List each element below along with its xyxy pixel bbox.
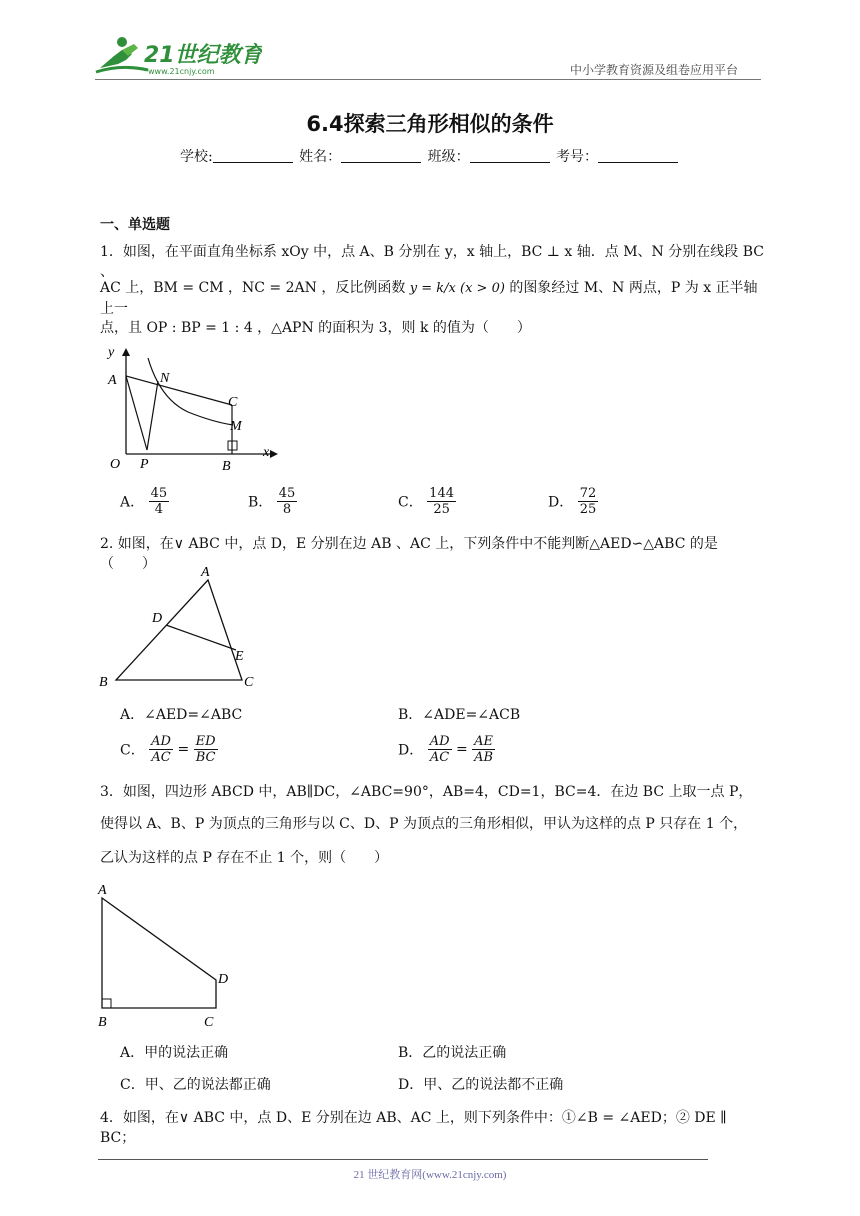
q2-option-b[interactable]: B．∠ADE=∠ACB (398, 707, 521, 723)
q1-function: y = k/x (x > 0) (409, 281, 505, 296)
fig1-C: C (228, 395, 238, 410)
footer-text[interactable]: 21 世纪教育网(www.21cnjy.com) (353, 1169, 507, 1181)
logo (92, 34, 262, 78)
q3-line1: 3．如图，四边形 ABCD 中，AB∥DC，∠ABC=90°，AB=4，CD=1，BC=4．在边 BC 上取一点 P， (100, 784, 753, 800)
header-divider (95, 79, 761, 80)
logo-url: www.21cnjy.com (148, 67, 215, 76)
exam-no-blank[interactable] (598, 148, 678, 163)
q1-line2a: AC 上，BM = CM ，NC = 2AN ，反比例函数 (100, 280, 406, 296)
logo-text: 21世纪教育 (144, 43, 262, 68)
fig1-M: M (230, 419, 242, 434)
fig1-B: B (222, 459, 231, 474)
fig2-E: E (235, 649, 244, 664)
q1-line3: 点，且 OP : BP = 1 : 4 ，△APN 的面积为 3，则 k 的值为（ ） (100, 320, 531, 336)
class-label: 班级： (427, 149, 470, 165)
fig3-A: A (98, 883, 107, 898)
q1-line2b: 的图象经过 M、N 两点，P 为 x 正半轴上一 (100, 280, 758, 317)
page-title: 6.4探索三角形相似的条件 (306, 112, 554, 136)
fig3-D: D (218, 972, 229, 987)
fig1-A: A (108, 373, 117, 388)
name-label: 姓名： (299, 149, 342, 165)
fig1-x: x (263, 445, 270, 460)
q1-line1: 1．如图，在平面直角坐标系 xOy 中，点 A、B 分别在 y，x 轴上，BC ⊥ x 轴．点 M、N 分别在线段 BC 、 (100, 244, 764, 280)
q2-option-a[interactable]: A．∠AED=∠ABC (120, 707, 243, 723)
q3-line2: 使得以 A、B、P 为顶点的三角形与以 C、D、P 为顶点的三角形相似，甲认为这样的点 P 只存在 1 个， (100, 816, 748, 832)
exam-no-label: 考号： (556, 149, 599, 165)
fig2-A: A (201, 565, 210, 580)
class-blank[interactable] (470, 148, 550, 163)
fig2-B: B (99, 675, 108, 690)
fig1-y: y (108, 345, 115, 360)
student-info (0, 146, 860, 166)
q2-line1: 2. 如图，在∨ ABC 中，点 D，E 分别在边 AB 、AC 上，下列条件中不能判断△AED∽△ABC 的是（ ） (100, 536, 718, 572)
fig1-P: P (140, 457, 149, 472)
q1-option-a[interactable]: A． $\frac{45}{4}$ (120, 486, 168, 517)
q3-line3: 乙认为这样的点 P 存在不止 1 个，则（ ） (100, 850, 389, 866)
name-blank[interactable] (341, 148, 421, 163)
q2-option-c[interactable]: C． $\frac{AD}{AC}$ = $\frac{ED}{BC}$ (120, 734, 216, 765)
footer-divider (98, 1159, 708, 1160)
q3-option-c[interactable]: C．甲、乙的说法都正确 (120, 1077, 271, 1093)
school-blank[interactable] (213, 148, 293, 163)
runner-icon (96, 37, 148, 72)
q1-line2 (100, 278, 764, 319)
fig3-C: C (204, 1015, 214, 1030)
platform-name: 中小学教育资源及组卷应用平台 (570, 63, 739, 77)
q2-figure (96, 562, 266, 692)
q1-figure (98, 344, 280, 476)
fig1-N: N (160, 371, 170, 386)
q3-option-a[interactable]: A．甲的说法正确 (120, 1045, 229, 1061)
fig2-C: C (244, 675, 254, 690)
q2-option-d[interactable]: D． $\frac{AD}{AC}$ = $\frac{AE}{AB}$ (398, 734, 494, 765)
q1-option-b[interactable]: B． $\frac{45}{8}$ (248, 486, 296, 517)
q3-option-b[interactable]: B．乙的说法正确 (398, 1045, 507, 1061)
school-label: 学校: (179, 149, 213, 165)
fig1-O: O (110, 457, 121, 472)
section-heading: 一、单选题 (100, 217, 170, 233)
q3-option-d[interactable]: D．甲、乙的说法都不正确 (398, 1077, 564, 1093)
q1-option-c[interactable]: C． $\frac{144}{25}$ (398, 486, 454, 517)
q3-figure (92, 876, 242, 1030)
q4-line1: 4．如图，在∨ ABC 中，点 D、E 分别在边 AB、AC 上，则下列条件中：①∠B = ∠AED；② DE ∥ BC； (100, 1110, 727, 1146)
fig3-B: B (98, 1015, 107, 1030)
fig2-D: D (152, 611, 163, 626)
q1-option-d[interactable]: D． $\frac{72}{25}$ (548, 486, 597, 517)
